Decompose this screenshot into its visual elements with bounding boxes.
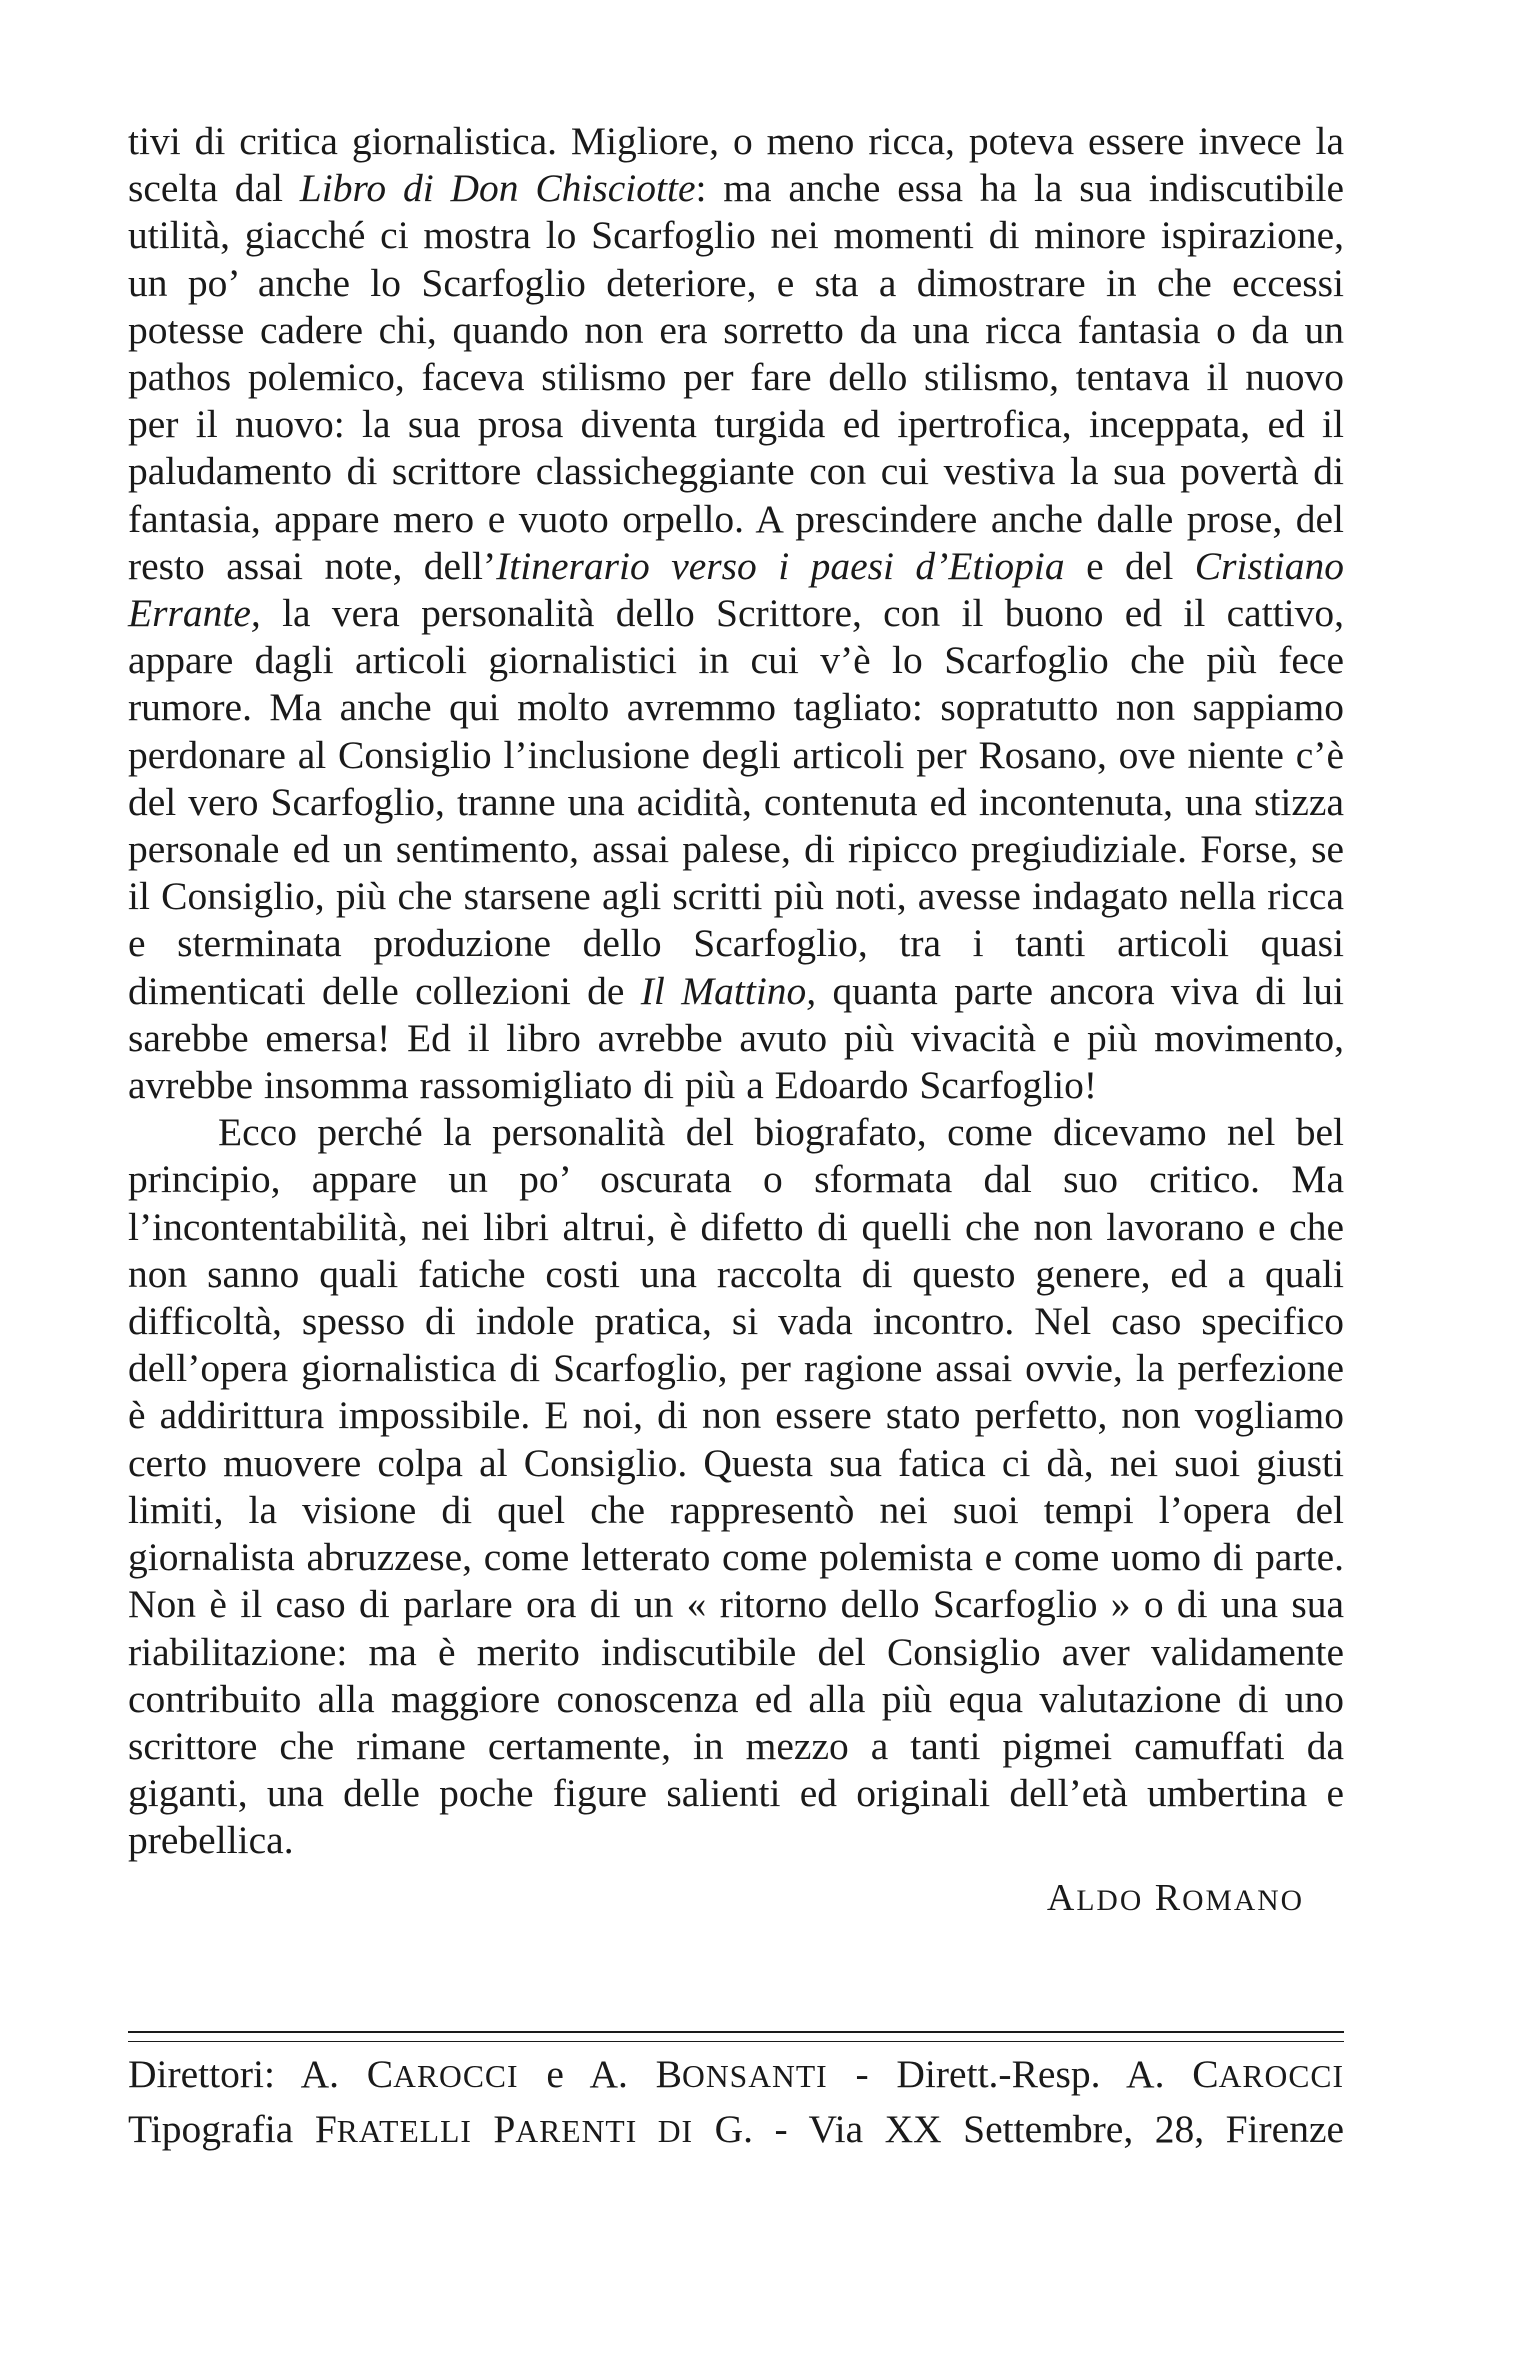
newspaper-title-il-mattino: Il Mattino,	[640, 968, 817, 1013]
divider-rule	[128, 2031, 1344, 2033]
book-title-don-chisciotte: Libro di Don Chisciotte	[299, 166, 696, 211]
book-title-cristiano-errante: Cristiano Errante,	[128, 543, 1344, 636]
review-page	[128, 118, 1344, 1926]
paragraph-text: e del	[1064, 543, 1195, 588]
colophon-directors: Direttori: A. CAROCCI e A. BONSANTI - Dirett.-Resp. A. CAROCCI	[128, 2052, 1344, 2096]
divider-rule	[128, 2041, 1344, 2042]
review-paragraph-2: Ecco perché la personalità del biografato, come dicevamo nel bel principio, appare un po’ oscurata o sformata dal suo critico. Ma l’incontentabilità, nei libri altrui, è difetto di quelli che non lavorano e che non sanno quali fatiche costi una raccolta di questo genere, ed a quali difficoltà, spesso di indole pratica, si vada incontro. Nel caso specifico dell’opera giornalistica di Scarfoglio, per ragione assai ovvie, la perfezione è addirittura impossibile. E noi, di non essere stato perfetto, non vogliamo certo muovere colpa al Consiglio. Questa sua fatica ci dà, nei suoi giusti limiti, la visione di quel che rappresentò nei suoi tempi l’opera del giornalista abruzzese, come letterato come polemista e come uomo di parte. Non è il caso di parlare ora di un « ritorno dello Scarfoglio » o di una sua riabilitazione: ma è merito indiscutibile del Consiglio aver validamente contribuito alla maggiore conoscenza ed alla più equa valutazione di uno scrittore che rimane certamente, in mezzo a tanti pigmei camuffati da giganti, una delle poche figure salienti ed originali dell’età umbertina e prebellica.	[128, 1110, 1344, 1863]
paragraph-text: tivi di critica giornalistica. Migliore, o meno ricca, poteva essere invece la scelta dal	[128, 119, 1344, 211]
colophon-block	[128, 2031, 1344, 2158]
book-title-itinerario: Itinerario verso i paesi d’Etiopia	[496, 543, 1065, 588]
author-signature: ALDO ROMANO	[1046, 1876, 1304, 1919]
paragraph-text: la vera personalità dello Scrittore, con il buono ed il cattivo, appare dagli articoli giornalistici in cui v’è lo Scarfoglio che più fece rumore. Ma anche qui molto avremmo tagliato: sopratutto non sappiamo perdonare al Consiglio l’inclusione degli articoli per Rosano, ove niente c’è del vero Scarfoglio, tranne una acidità, contenuta ed incontenuta, una stizza personale ed un sentimento, assai palese, di ripicco pregiudiziale. Forse, se il Consiglio, più che starsene agli scritti più noti, avesse indagato nella ricca e sterminata produzione dello Scarfoglio, tra i tanti articoli quasi dimenticati delle collezioni de	[128, 591, 1344, 1013]
review-paragraph-1	[128, 118, 1344, 1109]
paragraph-text: quanta parte ancora viva di lui sarebbe emersa! Ed il libro avrebbe avuto più vivacità e più movimento, avrebbe insomma rassomigliato di più a Edoardo Scarfoglio!	[128, 968, 1344, 1108]
colophon-printer: Tipografia FRATELLI PARENTI DI G. - Via XX Settembre, 28, Firenze	[128, 2107, 1345, 2151]
paragraph-text: : ma anche essa ha la sua indiscutibile utilità, giacché ci mostra lo Scarfoglio nei momenti di minore ispirazione, un po’ anche lo Scarfoglio deteriore, e sta a dimostrare in che eccessi potesse cadere chi, quando non era sorretto da una ricca fantasia o da un pathos polemico, faceva stilismo per fare dello stilismo, tentava il nuovo per il nuovo: la sua prosa diventa turgida ed ipertrofica, inceppata, ed il paludamento di scrittore classicheggiante con cui vestiva la sua povertà di fantasia, appare mero e vuoto orpello. A prescindere anche dalle prose, del resto assai note, dell’	[128, 166, 1345, 588]
